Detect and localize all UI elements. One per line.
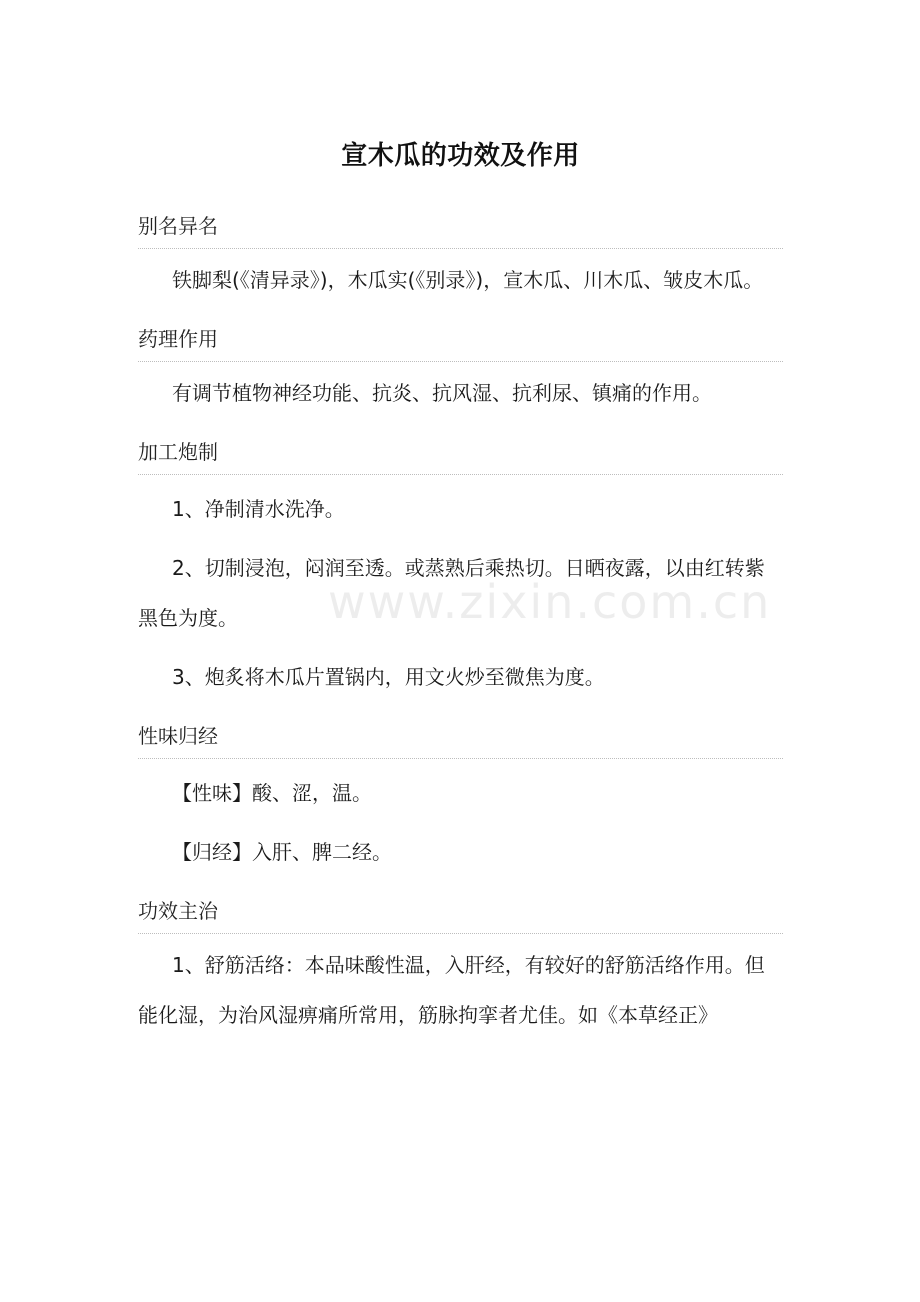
- section-heading: 药理作用: [138, 325, 783, 362]
- section-efficacy: [138, 897, 783, 1040]
- section-heading: 加工炮制: [138, 438, 783, 475]
- document-title: 宣木瓜的功效及作用: [341, 141, 580, 171]
- section-pharmacology: [138, 325, 783, 418]
- document-page: [138, 0, 783, 1040]
- section-heading: 功效主治: [138, 897, 783, 934]
- paragraph: 3、炮炙将木瓜片置锅内，用文火炒至微焦为度。: [172, 665, 605, 689]
- paragraph: 【性味】酸、涩，温。: [172, 781, 372, 805]
- watermark: www.zixin.com.cn: [328, 575, 772, 629]
- section-heading: 性味归经: [138, 722, 783, 759]
- paragraph: 1、舒筋活络：本品味酸性温，入肝经，有较好的舒筋活络作用。但能化湿，为治风湿痹痛所常用，筋脉拘挛者尤佳。如《本草经正》: [138, 953, 765, 1027]
- paragraph: 有调节植物神经功能、抗炎、抗风湿、抗利尿、镇痛的作用。: [172, 381, 712, 405]
- paragraph: 1、净制清水洗净。: [172, 497, 345, 521]
- section-heading: 别名异名: [138, 212, 783, 249]
- paragraph: 2、切制浸泡，闷润至透。或蒸熟后乘热切。日晒夜露，以由红转紫黑色为度。: [138, 556, 765, 630]
- section-aliases: [138, 212, 783, 305]
- paragraph: 铁脚梨(《清异录》)，木瓜实(《别录》)，宣木瓜、川木瓜、皱皮木瓜。: [172, 268, 764, 292]
- section-processing: [138, 438, 783, 702]
- section-properties: [138, 722, 783, 877]
- paragraph: 【归经】入肝、脾二经。: [172, 840, 392, 864]
